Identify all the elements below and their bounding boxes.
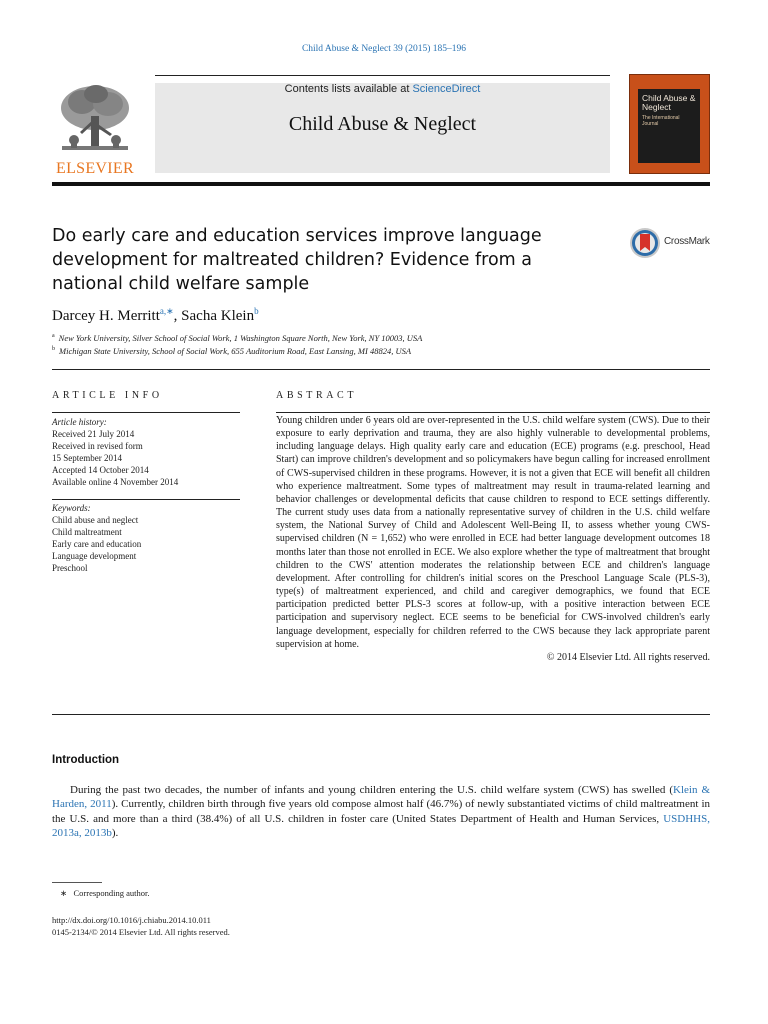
abstract-copyright: © 2014 Elsevier Ltd. All rights reserved.	[546, 651, 710, 663]
keyword-item: Child abuse and neglect	[52, 515, 139, 526]
affiliation-b	[52, 346, 411, 356]
article-info-heading: ARTICLE INFO	[52, 390, 163, 401]
introduction-heading: Introduction	[52, 754, 120, 766]
keywords-rule	[52, 499, 240, 500]
journal-cover-inner	[638, 89, 700, 163]
history-item: Received 21 July 2014	[52, 429, 135, 440]
abstract-body	[276, 414, 710, 664]
author-affiliation-mark[interactable]: a,∗	[159, 306, 174, 316]
elsevier-logo	[52, 82, 138, 178]
history-item: Available online 4 November 2014	[52, 477, 179, 488]
elsevier-tree-icon	[52, 82, 138, 160]
introduction-paragraph	[52, 783, 710, 840]
affiliation-text: Michigan State University, School of Social Work, 655 Auditorium Road, East Lansing, MI 48824, USA	[59, 346, 412, 356]
author-affiliation-mark[interactable]: b	[254, 306, 259, 316]
citation-link[interactable]: Klein & Harden, 2011	[52, 784, 710, 811]
doi-link[interactable]: http://dx.doi.org/10.1016/j.chiabu.2014.10.011	[52, 915, 211, 925]
history-item: Received in revised form	[52, 441, 143, 452]
crossmark-label: CrossMark	[664, 236, 710, 247]
contents-available-line	[155, 83, 610, 95]
journal-header-box	[155, 83, 610, 173]
issn-copyright: 0145-2134/© 2014 Elsevier Ltd. All rights reserved.	[52, 927, 230, 937]
keyword-item: Child maltreatment	[52, 527, 122, 538]
abstract-bottom-rule	[52, 714, 710, 715]
author-name: Sacha Klein	[181, 308, 255, 324]
intro-text: ). Currently, children birth through five years old compose almost half (46.7%) of newly substantiated victims of child maltreatment in the U.S. and more than a third (38.4%) of all U.S. children in foster care (United States Department of Health and Human Services,	[52, 798, 710, 825]
elsevier-wordmark: ELSEVIER	[56, 160, 134, 177]
header-bottom-rule	[52, 182, 710, 186]
article-history-label: Article history:	[52, 417, 107, 427]
footnote-rule	[52, 882, 102, 883]
crossmark-icon	[628, 226, 662, 260]
keywords-label: Keywords:	[52, 503, 91, 513]
article-history	[52, 416, 242, 489]
corresponding-author-note	[60, 888, 150, 899]
keyword-item: Preschool	[52, 563, 88, 574]
cover-title: Child Abuse & Neglect	[642, 93, 696, 112]
abstract-heading: ABSTRACT	[276, 390, 358, 401]
intro-text: During the past two decades, the number of infants and young children entering the U.S. child welfare system (CWS) has swelled (	[70, 784, 674, 796]
journal-reference[interactable]: Child Abuse & Neglect 39 (2015) 185–196	[301, 44, 467, 54]
affiliation-a	[52, 333, 422, 343]
affiliation-mark: a	[52, 333, 55, 340]
abstract-rule	[276, 412, 710, 413]
history-item: Accepted 14 October 2014	[52, 465, 149, 476]
keyword-item: Language development	[52, 551, 137, 562]
author-separator: ,	[173, 308, 182, 324]
affiliation-text: New York University, Silver School of Social Work, 1 Washington Square North, New York, NY 10003, USA	[58, 333, 423, 343]
intro-text: ).	[111, 826, 119, 839]
journal-cover-image	[629, 74, 710, 174]
article-info-rule	[52, 412, 240, 413]
journal-name: Child Abuse & Neglect	[288, 113, 477, 135]
abstract-text: Young children under 6 years old are over-represented in the U.S. child welfare system (CWS). Due to their exposure to early deprivation and trauma, they are also highly vulnerable to developmental problems, including language delays. High quality early care and education (ECE) programs (e.g. preschool, Head Start) can improve children's development and so policymakers have begun calling for increased enrollment of CWS-supervised children in these programs. However, it is not a given that ECE will benefit all children who experience maltreatment. Some types of maltreatment may result in trauma-related learning and behavior challenges or developmental deficits that cause children to respond to ECE settings differently. The current study uses data from a nationally representative survey of children in the U.S. child welfare system, the National Survey of Child and Adolescent Well-Being II, to assess whether young CWS-supervised children (N = 1,652) who were enrolled in ECE had better language development outcomes 18 months later than those not enrolled in ECE. We also explore whether the type of maltreatment that brought children to the CWS' attention moderates the relationship between ECE and children's language development. After controlling for children's initial scores on the Preschool Language Scale (PLS-3), type(s) of maltreatment experienced, and child and caregiver demographics, we found that ECE participation predicted better PLS-3 scores at follow-up, with a positive interaction between ECE participation and supervisory neglect. ECE seems to be beneficial for CWS-involved children's early language development, especially for children referred to the CWS because they lack appropriate parent supervision at home.	[276, 415, 710, 650]
citation-link[interactable]: USDHHS, 2013a, 2013b	[52, 812, 710, 839]
keywords-block	[52, 502, 242, 575]
sciencedirect-link[interactable]: ScienceDirect	[412, 83, 481, 95]
crossmark-button[interactable]	[628, 226, 718, 260]
corresponding-mark: ∗	[60, 888, 68, 898]
author-list	[52, 306, 259, 325]
history-item: 15 September 2014	[52, 453, 122, 464]
affiliation-mark: b	[52, 346, 55, 353]
corresponding-text: Corresponding author.	[73, 888, 150, 898]
cover-subtitle: The International Journal	[642, 115, 680, 127]
article-title: Do early care and education services improve language development for maltreated children? Evidence from a national child welfare sample	[52, 226, 542, 294]
header-top-rule	[155, 75, 610, 76]
author-name: Darcey H. Merritt	[52, 308, 160, 324]
article-info-top-rule	[52, 369, 710, 370]
keyword-item: Early care and education	[52, 539, 142, 550]
contents-prefix: Contents lists available at	[284, 83, 413, 95]
